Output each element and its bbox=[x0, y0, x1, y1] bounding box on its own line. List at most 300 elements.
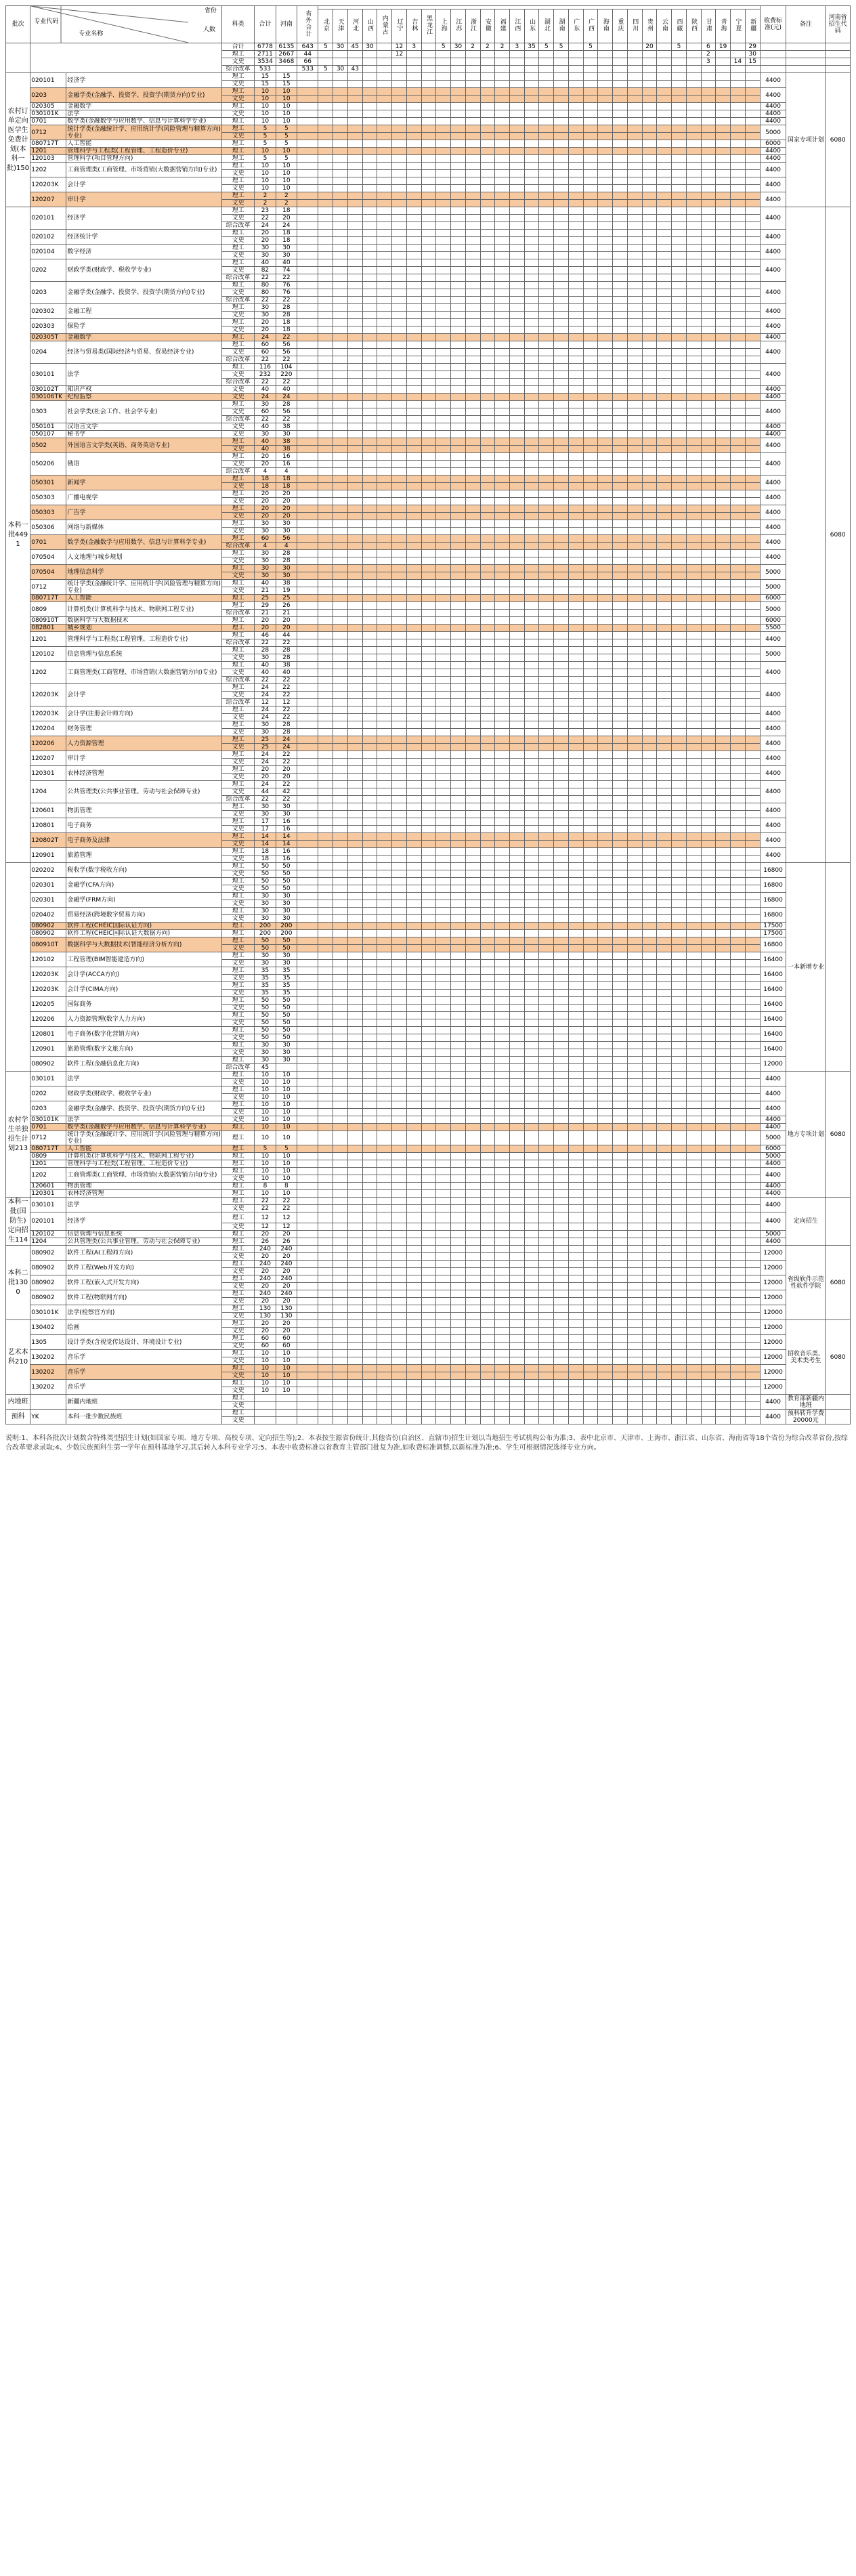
province-count bbox=[333, 1042, 348, 1049]
province-count bbox=[701, 118, 716, 125]
province-count bbox=[318, 587, 333, 595]
province-count bbox=[568, 781, 583, 788]
province-count bbox=[524, 833, 539, 841]
province-count bbox=[406, 1027, 421, 1034]
province-count bbox=[672, 736, 687, 744]
province-count bbox=[627, 878, 642, 885]
province-count bbox=[406, 326, 421, 334]
province-header: 内蒙古 bbox=[377, 9, 392, 43]
province-count bbox=[686, 803, 701, 811]
province-count bbox=[524, 990, 539, 997]
subject-cell: 文史 bbox=[221, 446, 254, 453]
province-count bbox=[642, 125, 657, 133]
province-count bbox=[568, 654, 583, 662]
province-count bbox=[318, 662, 333, 669]
province-count bbox=[392, 595, 407, 602]
province-count bbox=[495, 476, 510, 483]
province-count bbox=[347, 550, 362, 557]
total-cell: 50 bbox=[255, 878, 276, 885]
outside-cell bbox=[297, 848, 318, 856]
henan-cell: 40 bbox=[276, 386, 297, 394]
province-count bbox=[480, 721, 495, 729]
province-count bbox=[480, 371, 495, 379]
province-count bbox=[672, 684, 687, 692]
province-count bbox=[392, 356, 407, 364]
henan-cell: 200 bbox=[276, 923, 297, 930]
total-cell: 25 bbox=[255, 736, 276, 744]
province-count bbox=[613, 982, 628, 990]
province-count bbox=[480, 580, 495, 587]
province-count bbox=[406, 706, 421, 714]
province-count bbox=[627, 185, 642, 192]
province-count bbox=[568, 319, 583, 326]
fee-cell: 6000 bbox=[760, 140, 786, 148]
province-count bbox=[642, 580, 657, 587]
province-count bbox=[598, 923, 613, 930]
major-name: 金融数学 bbox=[66, 103, 222, 110]
province-count bbox=[583, 997, 598, 1005]
province-count bbox=[672, 960, 687, 967]
subject-cell: 理工 bbox=[221, 706, 254, 714]
table-row bbox=[6, 319, 851, 326]
province-count bbox=[686, 833, 701, 841]
henan-cell: 30 bbox=[276, 572, 297, 580]
province-count bbox=[716, 140, 731, 148]
province-count bbox=[495, 1005, 510, 1012]
province-count bbox=[451, 811, 466, 818]
province-count bbox=[421, 714, 436, 721]
province-count bbox=[318, 870, 333, 878]
summary-province-count bbox=[539, 58, 554, 66]
province-count bbox=[392, 483, 407, 490]
province-count bbox=[436, 714, 451, 721]
province-count bbox=[539, 416, 554, 423]
province-count bbox=[406, 148, 421, 155]
subject-cell: 文史 bbox=[221, 1019, 254, 1027]
province-count bbox=[347, 565, 362, 572]
subject-cell: 文史 bbox=[221, 431, 254, 438]
province-count bbox=[392, 997, 407, 1005]
outside-cell bbox=[297, 930, 318, 937]
province-count bbox=[583, 73, 598, 81]
province-count bbox=[495, 893, 510, 900]
outside-cell bbox=[297, 826, 318, 833]
province-count bbox=[524, 341, 539, 349]
province-count bbox=[392, 803, 407, 811]
province-count bbox=[568, 766, 583, 774]
province-count bbox=[672, 394, 687, 401]
province-count bbox=[510, 543, 525, 550]
province-count bbox=[613, 431, 628, 438]
province-count bbox=[583, 274, 598, 282]
province-count bbox=[480, 267, 495, 274]
province-count bbox=[568, 930, 583, 937]
province-count bbox=[333, 461, 348, 468]
province-count bbox=[524, 945, 539, 952]
total-cell: 22 bbox=[255, 356, 276, 364]
province-count bbox=[333, 818, 348, 826]
summary-province-count bbox=[318, 58, 333, 66]
province-count bbox=[716, 386, 731, 394]
province-count bbox=[554, 379, 569, 386]
province-count bbox=[613, 774, 628, 781]
province-count bbox=[392, 408, 407, 416]
outside-cell bbox=[297, 118, 318, 125]
province-count bbox=[731, 334, 746, 341]
province-count bbox=[524, 654, 539, 662]
province-count bbox=[672, 490, 687, 498]
major-code: 120601 bbox=[30, 803, 66, 818]
province-count bbox=[392, 684, 407, 692]
province-count bbox=[362, 692, 377, 699]
province-count bbox=[657, 177, 672, 185]
province-count bbox=[436, 550, 451, 557]
province-count bbox=[686, 587, 701, 595]
province-count bbox=[731, 528, 746, 535]
province-count bbox=[436, 982, 451, 990]
header-fee: 收费标准(元) bbox=[760, 6, 786, 43]
province-count bbox=[539, 140, 554, 148]
outside-cell bbox=[297, 617, 318, 625]
province-count bbox=[480, 103, 495, 110]
province-count bbox=[333, 706, 348, 714]
province-count bbox=[318, 915, 333, 923]
province-count bbox=[583, 729, 598, 736]
province-count bbox=[392, 923, 407, 930]
subject-cell: 文史 bbox=[221, 371, 254, 379]
total-cell: 60 bbox=[255, 408, 276, 416]
summary-outside: 533 bbox=[297, 66, 318, 73]
province-count bbox=[613, 841, 628, 848]
province-count bbox=[480, 438, 495, 446]
province-count bbox=[362, 796, 377, 803]
province-count bbox=[524, 215, 539, 222]
henan-code-cell: 6080 bbox=[826, 73, 851, 207]
province-count bbox=[480, 1034, 495, 1042]
province-count bbox=[642, 617, 657, 625]
province-count bbox=[642, 684, 657, 692]
major-code: 050206 bbox=[30, 453, 66, 476]
province-count bbox=[554, 103, 569, 110]
province-count bbox=[627, 699, 642, 706]
fee-cell: 5500 bbox=[760, 625, 786, 632]
province-count bbox=[377, 774, 392, 781]
province-count bbox=[465, 580, 480, 587]
province-count bbox=[524, 997, 539, 1005]
province-count bbox=[731, 975, 746, 982]
province-count bbox=[657, 319, 672, 326]
province-count bbox=[480, 736, 495, 744]
province-count bbox=[510, 982, 525, 990]
province-count bbox=[465, 930, 480, 937]
province-count bbox=[745, 811, 760, 818]
summary-province-count: 12 bbox=[392, 43, 407, 51]
province-count bbox=[701, 669, 716, 677]
province-count bbox=[686, 848, 701, 856]
province-count bbox=[554, 841, 569, 848]
province-count bbox=[524, 565, 539, 572]
province-count bbox=[672, 483, 687, 490]
province-count bbox=[465, 96, 480, 103]
province-count bbox=[392, 833, 407, 841]
province-count bbox=[716, 654, 731, 662]
province-count bbox=[480, 774, 495, 781]
province-count bbox=[672, 431, 687, 438]
province-count bbox=[583, 334, 598, 341]
summary-province-count bbox=[613, 43, 628, 51]
province-count bbox=[465, 416, 480, 423]
total-cell: 50 bbox=[255, 1027, 276, 1034]
province-count bbox=[495, 148, 510, 155]
summary-province-count bbox=[598, 51, 613, 58]
province-count bbox=[392, 349, 407, 356]
province-count bbox=[583, 639, 598, 647]
outside-cell bbox=[297, 148, 318, 155]
province-count bbox=[554, 677, 569, 684]
province-count bbox=[731, 759, 746, 766]
province-count bbox=[731, 908, 746, 915]
province-count bbox=[377, 893, 392, 900]
province-count bbox=[731, 572, 746, 580]
province-count bbox=[480, 669, 495, 677]
province-header: 福建 bbox=[495, 9, 510, 43]
province-count bbox=[539, 908, 554, 915]
province-count bbox=[392, 714, 407, 721]
province-count bbox=[745, 274, 760, 282]
province-header: 湖南 bbox=[554, 9, 569, 43]
subject-cell: 理工 bbox=[221, 245, 254, 252]
subject-cell: 理工 bbox=[221, 476, 254, 483]
province-count bbox=[465, 870, 480, 878]
province-count bbox=[436, 163, 451, 170]
province-count bbox=[568, 1005, 583, 1012]
province-count bbox=[524, 863, 539, 870]
province-count bbox=[598, 163, 613, 170]
subject-cell: 理工 bbox=[221, 602, 254, 610]
province-count bbox=[406, 982, 421, 990]
province-count bbox=[554, 118, 569, 125]
province-count bbox=[333, 103, 348, 110]
province-count bbox=[627, 602, 642, 610]
province-count bbox=[480, 1027, 495, 1034]
province-count bbox=[510, 870, 525, 878]
province-count bbox=[421, 103, 436, 110]
total-cell: 20 bbox=[255, 237, 276, 245]
province-count bbox=[657, 334, 672, 341]
province-count bbox=[347, 1034, 362, 1042]
province-count bbox=[745, 602, 760, 610]
province-count bbox=[333, 177, 348, 185]
province-count bbox=[436, 639, 451, 647]
province-count bbox=[421, 610, 436, 617]
province-count bbox=[539, 684, 554, 692]
province-count bbox=[510, 483, 525, 490]
subject-cell: 理工 bbox=[221, 401, 254, 408]
province-count bbox=[451, 207, 466, 215]
province-count bbox=[598, 647, 613, 654]
fee-cell: 4400 bbox=[760, 520, 786, 535]
major-name: 审计学 bbox=[66, 192, 222, 207]
province-count bbox=[731, 803, 746, 811]
province-count bbox=[392, 312, 407, 319]
province-count bbox=[627, 245, 642, 252]
province-header: 贵州 bbox=[642, 9, 657, 43]
header-subject: 科类 bbox=[221, 6, 254, 43]
province-count bbox=[524, 662, 539, 669]
province-count bbox=[406, 900, 421, 908]
province-count bbox=[436, 528, 451, 535]
province-count bbox=[642, 200, 657, 207]
province-count bbox=[392, 796, 407, 803]
province-count bbox=[495, 982, 510, 990]
province-count bbox=[318, 267, 333, 274]
province-count bbox=[333, 960, 348, 967]
province-count bbox=[731, 222, 746, 230]
province-count bbox=[524, 580, 539, 587]
province-count bbox=[731, 1034, 746, 1042]
outside-cell bbox=[297, 304, 318, 312]
province-count bbox=[613, 133, 628, 140]
province-count bbox=[451, 438, 466, 446]
province-count bbox=[451, 498, 466, 505]
province-count bbox=[524, 1005, 539, 1012]
province-count bbox=[539, 252, 554, 259]
province-count bbox=[539, 520, 554, 528]
province-count bbox=[495, 587, 510, 595]
province-count bbox=[642, 610, 657, 617]
summary-subject: 理工 bbox=[221, 51, 254, 58]
province-count bbox=[539, 282, 554, 289]
province-count bbox=[701, 550, 716, 557]
province-count bbox=[598, 282, 613, 289]
province-count bbox=[333, 781, 348, 788]
province-count bbox=[421, 341, 436, 349]
province-count bbox=[377, 110, 392, 118]
province-count bbox=[377, 766, 392, 774]
province-count bbox=[745, 401, 760, 408]
province-count bbox=[510, 759, 525, 766]
province-count bbox=[554, 1042, 569, 1049]
province-count bbox=[731, 349, 746, 356]
subject-cell: 理工 bbox=[221, 163, 254, 170]
province-count bbox=[392, 610, 407, 617]
total-cell: 232 bbox=[255, 371, 276, 379]
province-count bbox=[745, 1012, 760, 1019]
province-count bbox=[318, 490, 333, 498]
province-count bbox=[347, 654, 362, 662]
province-count bbox=[539, 967, 554, 975]
province-count bbox=[568, 312, 583, 319]
province-count bbox=[613, 617, 628, 625]
province-count bbox=[392, 267, 407, 274]
province-count bbox=[318, 885, 333, 893]
outside-cell bbox=[297, 528, 318, 535]
major-name: 网络与新媒体 bbox=[66, 520, 222, 535]
province-count bbox=[583, 379, 598, 386]
summary-province-count: 12 bbox=[392, 51, 407, 58]
province-count bbox=[613, 610, 628, 617]
total-cell: 5 bbox=[255, 125, 276, 133]
province-count bbox=[510, 997, 525, 1005]
henan-cell: 24 bbox=[276, 394, 297, 401]
summary-subject: 综合改革 bbox=[221, 66, 254, 73]
province-count bbox=[568, 736, 583, 744]
province-count bbox=[657, 371, 672, 379]
province-count bbox=[347, 647, 362, 654]
province-count bbox=[686, 423, 701, 431]
province-count bbox=[686, 341, 701, 349]
outside-cell bbox=[297, 565, 318, 572]
major-name: 保险学 bbox=[66, 319, 222, 334]
province-count bbox=[568, 587, 583, 595]
outside-cell bbox=[297, 110, 318, 118]
province-count bbox=[716, 736, 731, 744]
province-count bbox=[657, 1042, 672, 1049]
total-cell: 10 bbox=[255, 177, 276, 185]
province-count bbox=[554, 222, 569, 230]
henan-cell: 12 bbox=[276, 699, 297, 706]
province-count bbox=[406, 997, 421, 1005]
province-count bbox=[686, 647, 701, 654]
province-count bbox=[436, 803, 451, 811]
province-count bbox=[421, 498, 436, 505]
province-count bbox=[392, 490, 407, 498]
province-count bbox=[731, 453, 746, 461]
province-count bbox=[627, 803, 642, 811]
province-count bbox=[377, 88, 392, 96]
province-count bbox=[686, 386, 701, 394]
province-count bbox=[731, 520, 746, 528]
province-count bbox=[701, 103, 716, 110]
province-count bbox=[598, 572, 613, 580]
province-count bbox=[406, 587, 421, 595]
major-code: 1202 bbox=[30, 163, 66, 177]
province-count bbox=[495, 595, 510, 602]
subject-cell: 文史 bbox=[221, 1005, 254, 1012]
major-name: 计算机类(计算机科学与技术、物联网工程专业) bbox=[66, 602, 222, 617]
province-count bbox=[598, 155, 613, 163]
province-count bbox=[362, 654, 377, 662]
province-count bbox=[333, 520, 348, 528]
province-count bbox=[421, 274, 436, 282]
province-count bbox=[377, 714, 392, 721]
province-count bbox=[686, 632, 701, 639]
province-count bbox=[451, 453, 466, 461]
subject-cell: 文史 bbox=[221, 170, 254, 177]
province-count bbox=[657, 610, 672, 617]
province-count bbox=[362, 297, 377, 304]
province-count bbox=[642, 625, 657, 632]
province-count bbox=[524, 118, 539, 125]
province-count bbox=[731, 88, 746, 96]
province-count bbox=[392, 297, 407, 304]
province-count bbox=[657, 625, 672, 632]
province-count bbox=[480, 446, 495, 453]
province-count bbox=[392, 274, 407, 282]
province-count bbox=[568, 1027, 583, 1034]
outside-cell bbox=[297, 259, 318, 267]
province-count bbox=[421, 289, 436, 297]
province-count bbox=[406, 155, 421, 163]
province-count bbox=[627, 416, 642, 423]
province-count bbox=[495, 200, 510, 207]
province-count bbox=[686, 394, 701, 401]
province-count bbox=[436, 1027, 451, 1034]
table-row bbox=[6, 155, 851, 163]
province-count bbox=[510, 960, 525, 967]
province-count bbox=[539, 110, 554, 118]
province-count bbox=[318, 557, 333, 565]
